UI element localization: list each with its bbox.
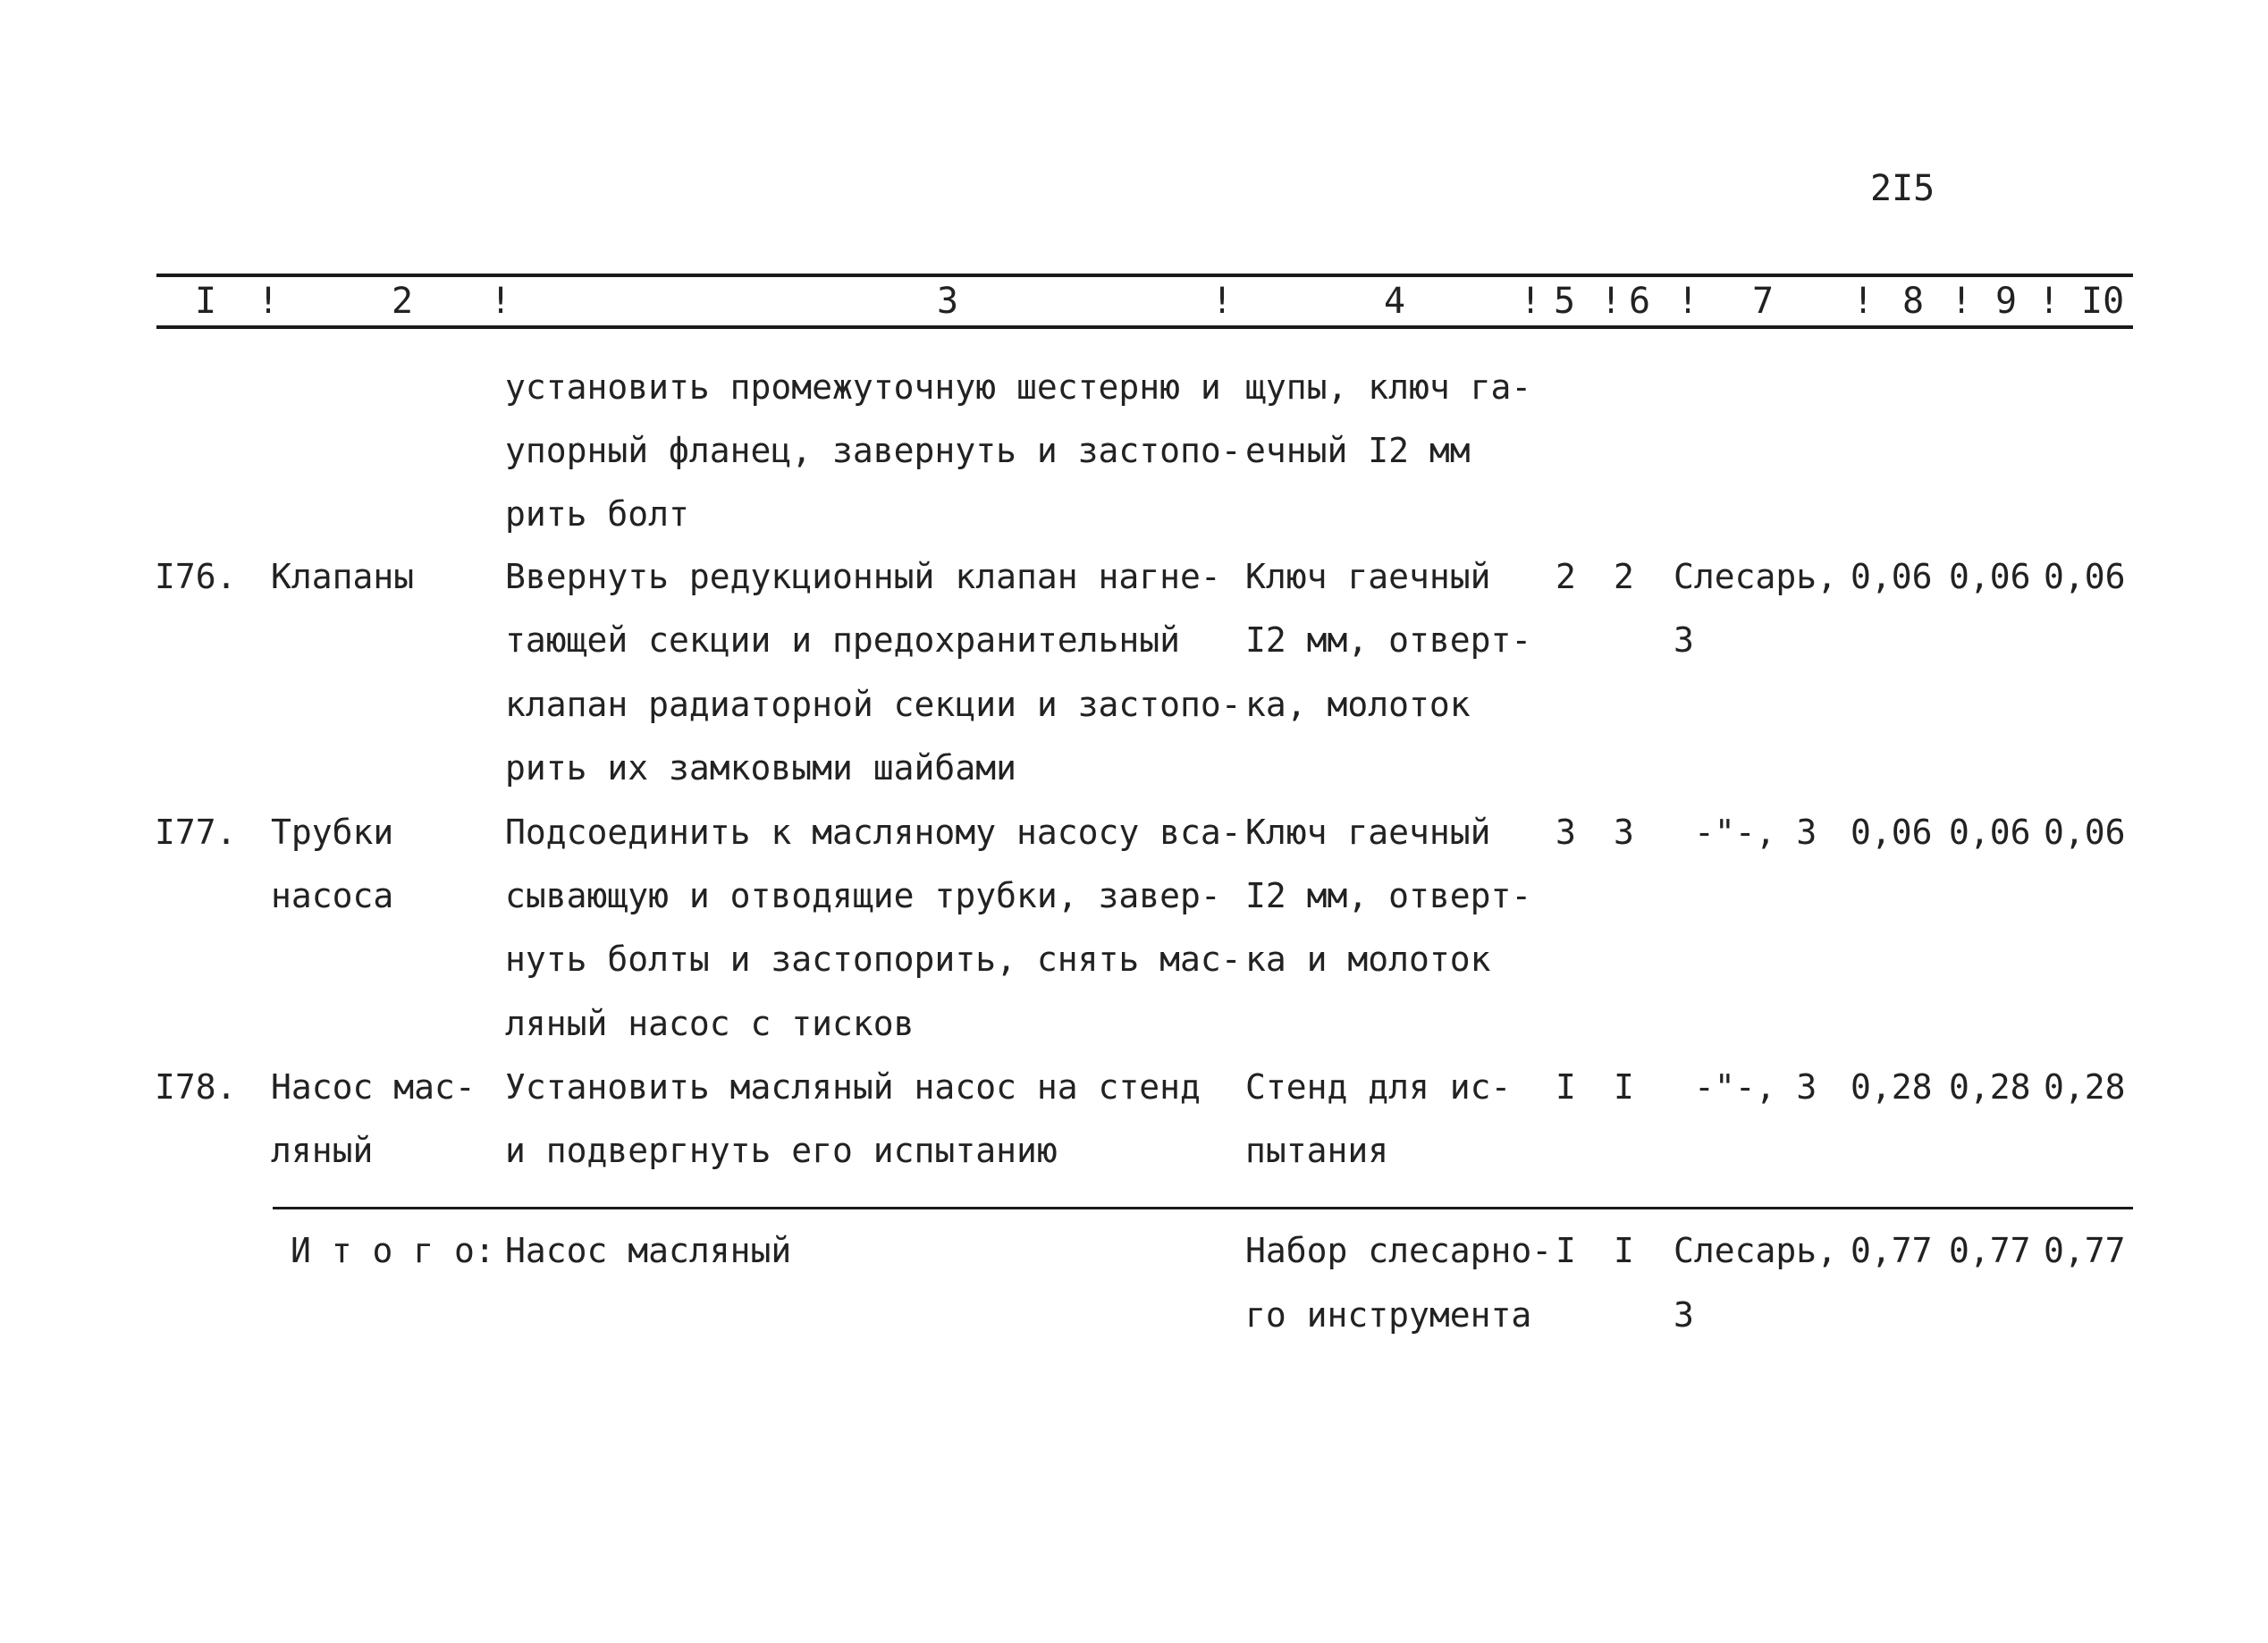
col9-value: 0,06: [1949, 813, 2031, 852]
worker-line: Слесарь,: [1674, 1231, 1838, 1270]
desc-line: Ввернуть редукционный клапан нагне-: [505, 557, 1221, 596]
item-number: I76.: [155, 557, 237, 596]
col10-value: 0,77: [2044, 1231, 2126, 1270]
item-name: Трубки: [271, 813, 394, 852]
col9-value: 0,77: [1949, 1231, 2031, 1270]
tools-line: Ключ гаечный: [1245, 557, 1491, 596]
col10-value: 0,06: [2044, 813, 2126, 852]
tools-line: ка и молоток: [1245, 939, 1491, 979]
desc-line: нуть болты и застопорить, снять мас-: [505, 939, 1242, 979]
col5-value: I: [1556, 1231, 1576, 1270]
col9-value: 0,06: [1949, 557, 2031, 596]
col-header-1: I: [195, 281, 217, 322]
tools-line: ечный I2 мм: [1245, 431, 1471, 470]
col10-value: 0,28: [2044, 1067, 2126, 1107]
tools-line: I2 мм, отверт-: [1245, 620, 1532, 660]
col6-value: 2: [1614, 557, 1634, 596]
tools-line: щупы, ключ га-: [1245, 367, 1532, 407]
worker-line: 3: [1674, 1295, 1694, 1335]
col-header-4: 4: [1384, 281, 1406, 322]
tools-line: Ключ гаечный: [1245, 813, 1491, 852]
desc-line: тающей секции и предохранительный: [505, 620, 1180, 660]
col-header-6: 6: [1629, 281, 1651, 322]
item-name: Клапаны: [271, 557, 415, 596]
col-header-7: 7: [1752, 281, 1775, 322]
item-number: I78.: [155, 1067, 237, 1107]
col-sep: !: [1520, 281, 1542, 322]
col-sep: !: [1951, 281, 1973, 322]
item-name: ляный: [271, 1131, 374, 1170]
total-rule: [273, 1207, 2133, 1209]
tools-line: I2 мм, отверт-: [1245, 876, 1532, 915]
tools-line: пытания: [1245, 1131, 1389, 1170]
page-number: 2I5: [1870, 168, 1935, 209]
col-sep: !: [2038, 281, 2061, 322]
desc-line: установить промежуточную шестерню и: [505, 367, 1221, 407]
col8-value: 0,77: [1851, 1231, 1933, 1270]
tools-line: ка, молоток: [1245, 685, 1471, 724]
col-header-2: 2: [392, 281, 414, 322]
item-number: I77.: [155, 813, 237, 852]
col6-value: I: [1614, 1231, 1634, 1270]
col-sep: !: [490, 281, 512, 322]
desc-line: сывающую и отводящие трубки, завер-: [505, 876, 1221, 915]
col6-value: 3: [1614, 813, 1634, 852]
col-sep: !: [1852, 281, 1875, 322]
worker-line: -"-, 3: [1694, 813, 1817, 852]
desc-line: ляный насос с тисков: [505, 1004, 915, 1043]
col8-value: 0,06: [1851, 557, 1933, 596]
col-sep: !: [1677, 281, 1699, 322]
tools-line: Набор слесарно-: [1245, 1231, 1553, 1270]
col5-value: 2: [1556, 557, 1576, 596]
col5-value: I: [1556, 1067, 1576, 1107]
col8-value: 0,06: [1851, 813, 1933, 852]
col8-value: 0,28: [1851, 1067, 1933, 1107]
desc-line: рить их замковыми шайбами: [505, 748, 1016, 788]
col-header-8: 8: [1902, 281, 1925, 322]
col6-value: I: [1614, 1067, 1634, 1107]
total-label: И т о г о:: [291, 1231, 495, 1270]
header-bottom-rule: [156, 325, 2133, 329]
col5-value: 3: [1556, 813, 1576, 852]
col-sep: !: [1600, 281, 1623, 322]
col-sep: !: [257, 281, 280, 322]
col-header-3: 3: [937, 281, 959, 322]
total-desc: Насос масляный: [505, 1231, 792, 1270]
tools-line: го инструмента: [1245, 1295, 1532, 1335]
desc-line: клапан радиаторной секции и застопо-: [505, 685, 1242, 724]
col9-value: 0,28: [1949, 1067, 2031, 1107]
desc-line: упорный фланец, завернуть и застопо-: [505, 431, 1242, 470]
col-sep: !: [1211, 281, 1234, 322]
desc-line: и подвергнуть его испытанию: [505, 1131, 1058, 1170]
desc-line: Установить масляный насос на стенд: [505, 1067, 1201, 1107]
worker-line: -"-, 3: [1694, 1067, 1817, 1107]
col10-value: 0,06: [2044, 557, 2126, 596]
desc-line: рить болт: [505, 494, 689, 534]
desc-line: Подсоединить к масляному насосу вса-: [505, 813, 1242, 852]
worker-line: 3: [1674, 620, 1694, 660]
header-top-rule: [156, 274, 2133, 277]
tools-line: Стенд для ис-: [1245, 1067, 1512, 1107]
col-header-9: 9: [1995, 281, 2018, 322]
item-name: Насос мас-: [271, 1067, 476, 1107]
item-name: насоса: [271, 876, 394, 915]
col-header-5: 5: [1554, 281, 1576, 322]
worker-line: Слесарь,: [1674, 557, 1838, 596]
col-header-10: I0: [2081, 281, 2125, 322]
